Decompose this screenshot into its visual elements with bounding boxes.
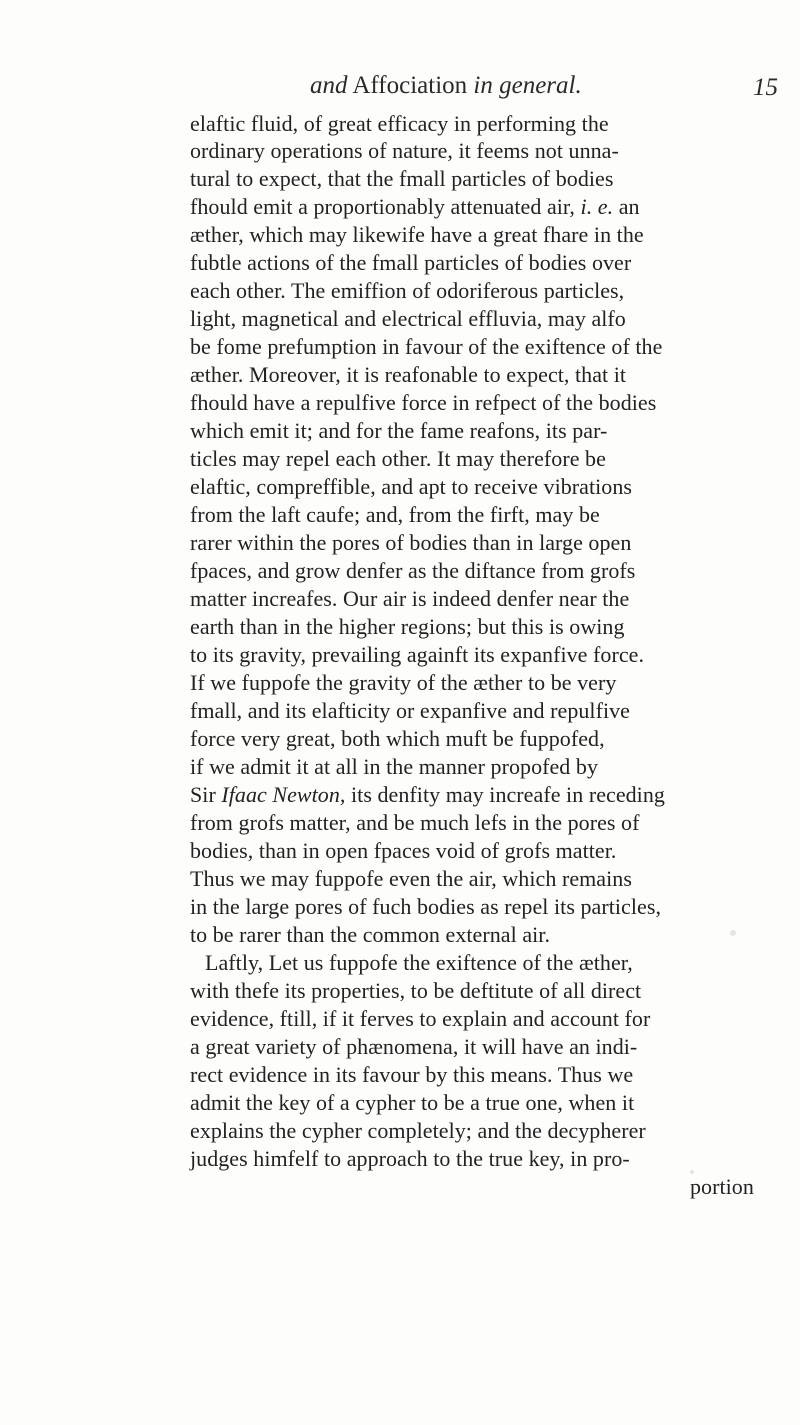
- text-line: each other. The emiffion of odoriferous particles,: [190, 278, 625, 303]
- text-line: bodies, than in open fpaces void of grofs matter.: [190, 838, 617, 863]
- text-line: portion: [690, 1174, 754, 1199]
- text-line: fubtle actions of the fmall particles of bodies over: [190, 250, 632, 275]
- text-line: if we admit it at all in the manner propofed by: [190, 754, 599, 779]
- text-line: to its gravity, prevailing againft its expanfive force.: [190, 642, 645, 667]
- page-header: [160, 72, 800, 112]
- text-line: which emit it; and for the fame reafons, its par-: [190, 418, 608, 443]
- text-line: be fome prefumption in favour of the exiftence of the: [190, 334, 663, 359]
- text-line: fpaces, and grow denfer as the diftance from grofs: [190, 558, 636, 583]
- text-line: explains the cypher completely; and the decypherer: [190, 1118, 646, 1143]
- text-line: from the laft caufe; and, from the firft, may be: [190, 502, 600, 527]
- text-line: admit the key of a cypher to be a true one, when it: [190, 1090, 635, 1115]
- text-line: If we fuppofe the gravity of the æther to be very: [190, 670, 617, 695]
- text-line: judges himfelf to approach to the true key, in pro-: [190, 1146, 630, 1171]
- text-line: ordinary operations of nature, it feems not unna-: [190, 138, 619, 163]
- page-number: 15: [753, 74, 778, 101]
- italic-isaac-newton: Ifaac Newton,: [221, 782, 346, 807]
- text-line: with thefe its properties, to be deftitute of all direct: [190, 978, 642, 1003]
- paper-speck: [690, 1170, 694, 1174]
- text-line: fhould have a repulfive force in refpect of the bodies: [190, 390, 657, 415]
- text-line: matter increafes. Our air is indeed denfer near the: [190, 586, 630, 611]
- text-line: ticles may repel each other. It may therefore be: [190, 446, 606, 471]
- text-line: a great variety of phænomena, it will have an indi-: [190, 1034, 638, 1059]
- text-line: rarer within the pores of bodies than in large open: [190, 530, 632, 555]
- running-title-and: and: [310, 72, 348, 99]
- running-title-association: Affociation: [347, 72, 474, 99]
- text-line: fmall, and its elafticity or expanfive and repulfive: [190, 698, 630, 723]
- text-line: æther, which may likewife have a great fhare in the: [190, 222, 644, 247]
- text-line: elaftic, compreffible, and apt to receive vibrations: [190, 474, 633, 499]
- paper-speck: [730, 930, 736, 936]
- text-line: force very great, both which muft be fuppofed,: [190, 726, 605, 751]
- running-title-in: in: [473, 72, 493, 99]
- text-line: elaftic fluid, of great efficacy in performing the: [190, 111, 609, 136]
- running-title: [310, 72, 582, 100]
- text-line: earth than in the higher regions; but this is owing: [190, 614, 625, 639]
- text-fragment: fhould emit a proportionably attenuated air,: [190, 194, 581, 219]
- text-line: light, magnetical and electrical effluvia, may alfo: [190, 306, 626, 331]
- running-title-general: general.: [492, 72, 582, 99]
- text-fragment: an: [613, 194, 640, 219]
- text-line: evidence, ftill, if it ferves to explain and account for: [190, 1006, 651, 1031]
- text-line: æther. Moreover, it is reafonable to expect, that it: [190, 362, 627, 387]
- text-fragment: Sir: [190, 782, 222, 807]
- text-line: from grofs matter, and be much lefs in the pores of: [190, 810, 640, 835]
- text-line: [190, 782, 665, 808]
- text-line: Laftly, Let us fuppofe the exiftence of the æther,: [205, 950, 633, 975]
- text-line: tural to expect, that the fmall particles of bodies: [190, 166, 614, 191]
- text-fragment: its denfity may increafe in receding: [345, 782, 665, 807]
- text-line: Thus we may fuppofe even the air, which remains: [190, 866, 632, 891]
- text-line: [190, 194, 640, 220]
- italic-ie: i. e.: [580, 194, 614, 219]
- text-line: to be rarer than the common external air.: [190, 922, 551, 947]
- text-line: in the large pores of fuch bodies as repel its particles,: [190, 894, 662, 919]
- text-line: rect evidence in its favour by this means. Thus we: [190, 1062, 634, 1087]
